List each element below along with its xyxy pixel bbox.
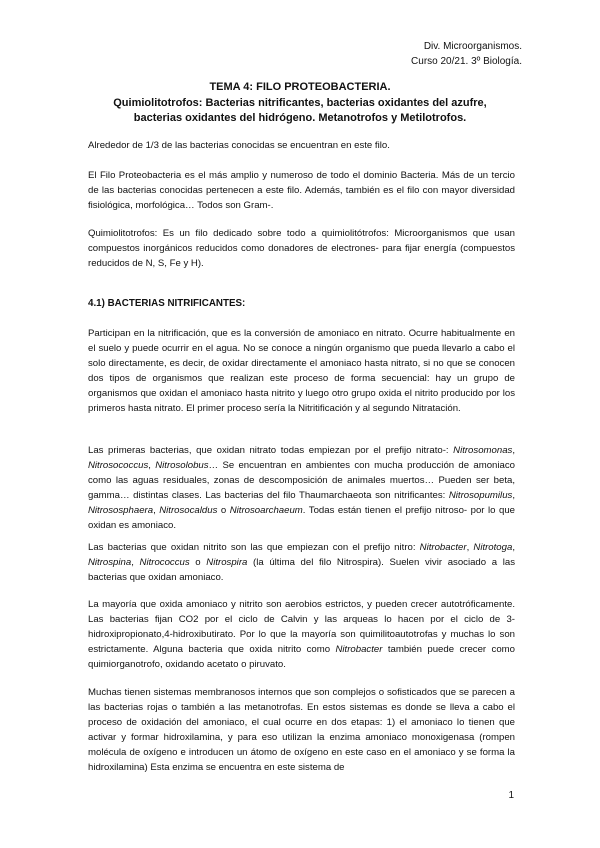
paragraph-oxidan-nitrito: Las bacterias que oxidan nitrito son las que empiezan con el prefijo nitro: Nitrobacter, Nitrotoga, Nitrospina, Nitrococcus o Nitrospira (la última del filo Nitrospira). Suelen vivir asociado a las bacterias que oxidan amoniaco. — [88, 542, 516, 583]
title-subtitle: Quimiolitotrofos: Bacterias nitrificantes, bacterias oxidantes del azufre, bacterias oxidantes del hidrógeno. Metanotrofos y Metilotrofos. — [113, 96, 487, 124]
paragraph-filo-proteobacteria: El Filo Proteobacteria es el más amplio y numeroso de todo el dominio Bacteria. Más de un tercio de las bacterias conocidas pertenecen a este filo. Además, también es el filo con mayor diversidad fisiológica, morfológica… Todos son Gram-. — [88, 170, 515, 211]
paragraph-nitrificacion: Participan en la nitrificación, que es la conversión de amoniaco en nitrato. Ocurre habitualmente en el suelo y puede ocurrir en el agua. No se conoce a ningún organismo que pueda llevarlo a cabo el solo directamente, es decir, de oxidar directamente el amoniaco hasta nitrato, si no que se conocen dos tipos de organismos que realizan este proceso de forma secuencial: hay un grupo de organismos que oxidan el amoniaco hasta nitrito y luego otro grupo oxida el nitrito producido por los primeros hasta nitrato. El primer proceso sería la Nitritificación y al segundo Nitratación. — [88, 328, 515, 414]
page-header — [411, 39, 522, 69]
title-main: TEMA 4: FILO PROTEOBACTERIA. — [209, 81, 391, 93]
header-course: Curso 20/21. 3º Biología. — [411, 56, 522, 67]
paragraph-quimiolitotrofos: Quimiolitotrofos: Es un filo dedicado sobre todo a quimiolitótrofos: Microorganismos que usan compuestos inorgánicos reducidos como donadores de electrones- para fijar energía (compuestos reducidos de N, S, Fe y H). — [88, 228, 515, 269]
paragraph-sistemas-membranosos: Muchas tienen sistemas membranosos internos que son complejos o sofisticados que se parecen a las bacterias rojas o también a las metanotrofas. En estos sistemas es donde se lleva a cabo el proceso de oxidación del amoniaco, el cual ocurre en dos etapas: 1) el amoniaco lo tienen que activar y formar hidroxilamina, y para eso utilizan la enzima amoniaco monoxigenasa (rompen molécula de oxígeno e introducen un átomo de oxígeno en este caso en el amoniaco y se forma la hidroxilamina) Esta enzima se encuentra en este sistema de — [88, 687, 515, 773]
document-title — [88, 80, 512, 127]
page-number: 1 — [508, 790, 514, 801]
header-department: Div. Microorganismos. — [423, 41, 522, 52]
section-heading-nitrificantes: 4.1) BACTERIAS NITRIFICANTES: — [88, 298, 246, 309]
paragraph-intro: Alrededor de 1/3 de las bacterias conocidas se encuentran en este filo. — [88, 140, 390, 151]
paragraph-primeras-bacterias: Las primeras bacterias, que oxidan nitrato todas empiezan por el prefijo nitrato-: Nitrosomonas, Nitrosococcus, Nitrosolobus… Se encuentran en ambientes con mucha producción de amoniaco como las aguas residuales, zonas de descomposición de animales muertos… Pueden ser beta, gamma… distintas clases. Las bacterias del filo Thaumarchaeota son nitrificantes: Nitrosopumilus, Nitrososphaera, Nitrosocaldus o Nitrosoarchaeum. Todas están tienen el prefijo nitroso- por lo que oxidan es amoniaco. — [88, 445, 515, 531]
paragraph-aerobios: La mayoría que oxida amoniaco y nitrito son aerobios estrictos, y pueden crecer autotróficamente. Las bacterias fijan CO2 por el ciclo de Calvin y las arqueas lo hacen por el ciclo de 3-hidroxipropionato,4-hidroxibutirato. Por lo que la mayoría son quimilitoautotrofas y muchas lo son estrictamente. Alguna bacteria que oxida nitrito como Nitrobacter también puede crecer como quimiorganotrofo, oxidando acetato o piruvato. — [88, 599, 516, 670]
